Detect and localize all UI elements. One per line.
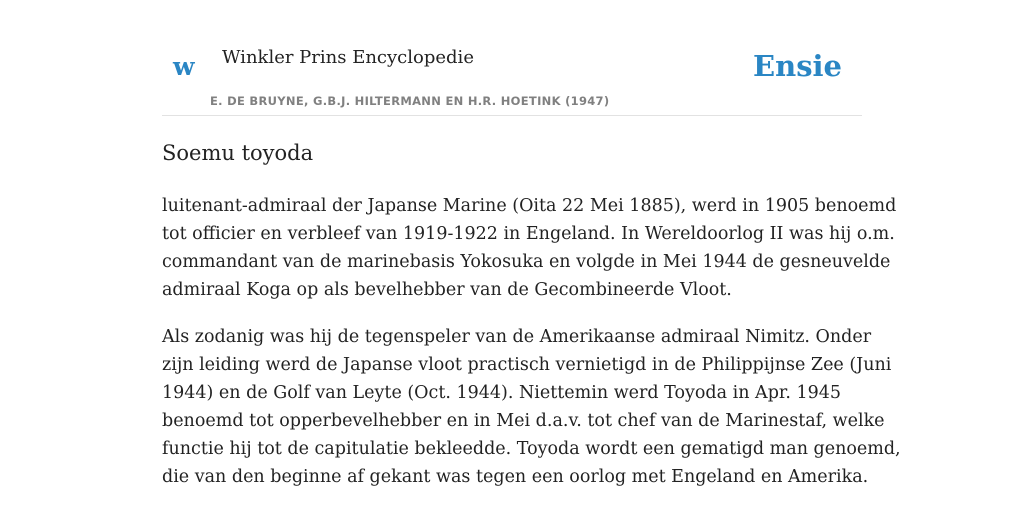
text-line: die van den beginne af gekant was tegen een oorlog met Engeland en Amerika. xyxy=(162,467,869,487)
text-line: benoemd tot opperbevelhebber en in Mei d.a.v. tot chef van de Marinestaf, welke xyxy=(162,411,885,431)
text-line: admiraal Koga op als bevelhebber van de Gecombineerde Vloot. xyxy=(162,280,732,300)
text-line: commandant van de marinebasis Yokosuka en volgde in Mei 1944 de gesneuvelde xyxy=(162,252,891,272)
article-paragraph xyxy=(162,192,897,304)
publication-authors: E. DE BRUYNE, G.B.J. HILTERMANN EN H.R. HOETINK (1947) xyxy=(210,94,610,108)
article-body xyxy=(162,192,901,510)
text-line: luitenant-admiraal der Japanse Marine (Oita 22 Mei 1885), werd in 1905 benoemd xyxy=(162,196,897,216)
publication-title[interactable]: Winkler Prins Encyclopedie xyxy=(222,47,474,68)
text-line: Als zodanig was hij de tegenspeler van de Amerikaanse admiraal Nimitz. Onder xyxy=(162,327,872,347)
text-line: zijn leiding werd de Japanse vloot practisch vernietigd in de Philippijnse Zee (Juni xyxy=(162,355,892,375)
publication-logo[interactable]: w xyxy=(173,52,195,81)
publication-header xyxy=(162,38,862,116)
article-paragraph xyxy=(162,323,901,491)
text-line: tot officier en verbleef van 1919-1922 in Engeland. In Wereldoorlog II was hij o.m. xyxy=(162,224,895,244)
brand-logo[interactable]: Ensie xyxy=(753,49,842,83)
text-line: 1944) en de Golf van Leyte (Oct. 1944). Niettemin werd Toyoda in Apr. 1945 xyxy=(162,383,842,403)
text-line: functie hij tot de capitulatie bekleedde. Toyoda wordt een gematigd man genoemd, xyxy=(162,439,901,459)
article-title: Soemu toyoda xyxy=(162,141,314,165)
